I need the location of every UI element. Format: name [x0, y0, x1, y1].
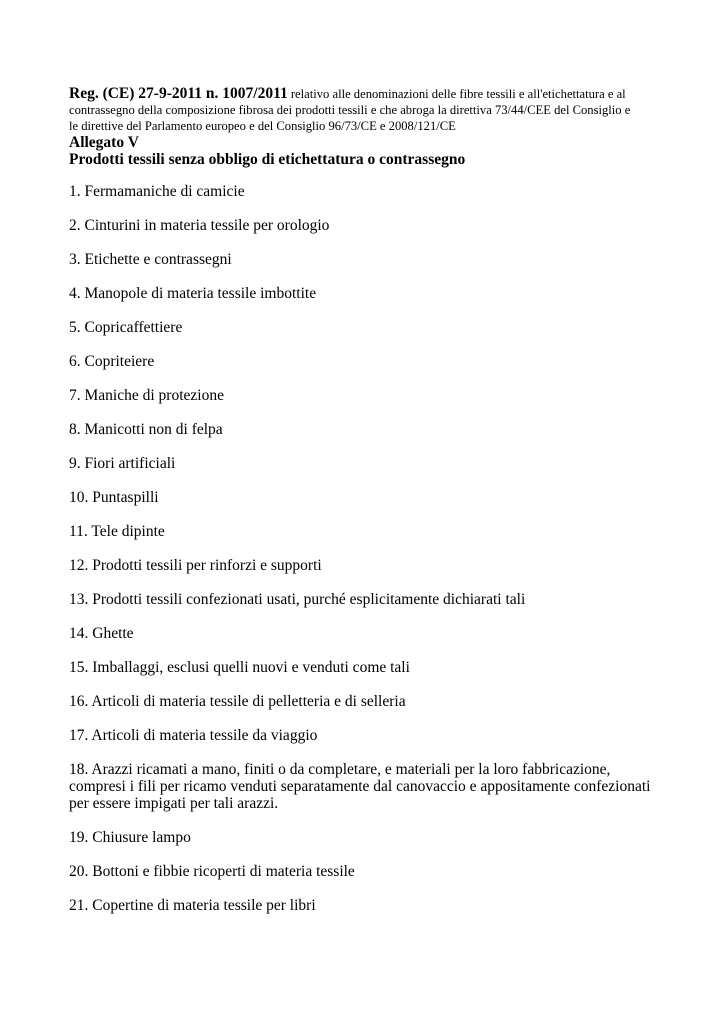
document-page [69, 86, 659, 931]
list-item: 7. Maniche di protezione [69, 387, 224, 404]
list-item: 1. Fermamaniche di camicie [69, 183, 245, 200]
annex-title: Allegato V [69, 134, 139, 151]
list-item: 20. Bottoni e fibbie ricoperti di materia tessile [69, 863, 355, 880]
list-item: 4. Manopole di materia tessile imbottite [69, 285, 317, 302]
list-item: 2. Cinturini in materia tessile per orologio [69, 217, 330, 234]
regulation-description-line-3: le direttive del Parlamento europeo e del Consiglio 96/73/CE e 2008/121/CE [69, 119, 456, 133]
exempt-products-list [69, 183, 659, 914]
list-item: 6. Copriteiere [69, 353, 155, 370]
document-header [69, 86, 659, 134]
list-item: 17. Articoli di materia tessile da viaggio [69, 727, 318, 744]
regulation-description-line-2: contrassegno della composizione fibrosa dei prodotti tessili e che abroga la direttiva 73/44/CEE del Consiglio e [69, 103, 631, 117]
list-item: 16. Articoli di materia tessile di pelletteria e di selleria [69, 693, 406, 710]
list-item: 12. Prodotti tessili per rinforzi e supporti [69, 557, 322, 574]
annex-subtitle: Prodotti tessili senza obbligo di etichettatura o contrassegno [69, 151, 466, 168]
list-item: 5. Copricaffettiere [69, 319, 183, 336]
list-item: 19. Chiusure lampo [69, 829, 191, 846]
list-item: 10. Puntaspilli [69, 489, 159, 506]
list-item: 15. Imballaggi, esclusi quelli nuovi e venduti come tali [69, 659, 410, 676]
list-item: 8. Manicotti non di felpa [69, 421, 223, 438]
regulation-description-line-1: relativo alle denominazioni delle fibre tessili e all'etichettatura e al [287, 87, 626, 101]
list-item: 14. Ghette [69, 625, 134, 642]
list-item: 11. Tele dipinte [69, 523, 165, 540]
list-item: 13. Prodotti tessili confezionati usati, purché esplicitamente dichiarati tali [69, 591, 526, 608]
list-item: 9. Fiori artificiali [69, 455, 176, 472]
list-item: 3. Etichette e contrassegni [69, 251, 232, 268]
list-item: 18. Arazzi ricamati a mano, finiti o da completare, e materiali per la loro fabbricazione, compresi i fili per ricamo venduti separatamente dal canovaccio e appositamente confezionati per essere impigati per tali arazzi. [69, 761, 651, 812]
regulation-reference: Reg. (CE) 27-9-2011 n. 1007/2011 [69, 85, 288, 102]
list-item: 21. Copertine di materia tessile per libri [69, 897, 316, 914]
